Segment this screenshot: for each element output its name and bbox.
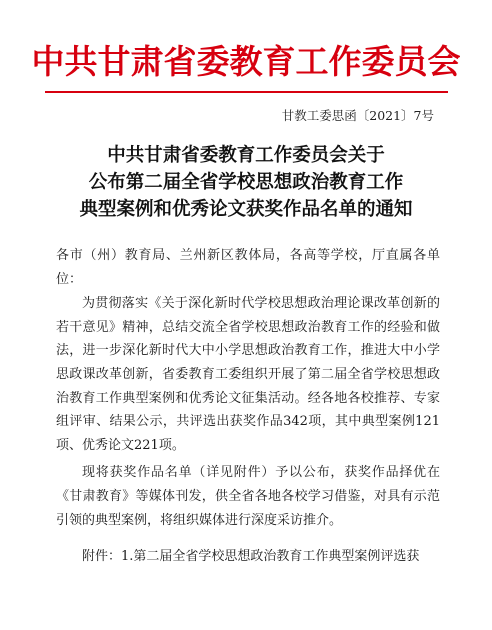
title-line-3: 典型案例和优秀论文获奖作品名单的通知 xyxy=(79,199,413,220)
body-paragraph-1: 为贯彻落实《关于深化新时代学校思想政治理论课改革创新的若干意见》精神，总结交流全省学校思想政治教育工作的经验和做法，进一步深化新时代大中小学思想政治教育工作，推进大中小学思政课改革创新，省委教育工委组织开展了第二届全省学校思想政治教育工作典型案例和优秀论文征集活动。经各地各校推荐、专家组评审、结果公示，共评选出获奖作品342项，其中典型案例121项、优秀论文221项。 xyxy=(56,296,440,453)
title-line-2: 公布第二届全省学校思想政治教育工作 xyxy=(88,172,404,193)
salutation: 各市（州）教育局、兰州新区教体局，各高等学校，厅直属各单位： xyxy=(56,248,440,287)
body-paragraph-2: 现将获奖作品名单（详见附件）予以公布，获奖作品择优在《甘肃教育》等媒体刊发，供全省各地各校学习借鉴，对具有示范引领的典型案例，将组织媒体进行深度采访推介。 xyxy=(56,465,440,528)
attachment-line: 附件：1.第二届全省学校思想政治教育工作典型案例评选获 xyxy=(82,549,420,565)
document-number: 甘教工委思函〔2021〕7号 xyxy=(281,108,434,123)
document-title xyxy=(0,142,492,223)
document-body xyxy=(56,244,440,569)
red-divider-line xyxy=(45,91,448,93)
title-line-1: 中共甘肃省委教育工作委员会关于 xyxy=(107,145,385,166)
org-masthead: 中共甘肃省委教育工作委员会 xyxy=(31,42,461,81)
